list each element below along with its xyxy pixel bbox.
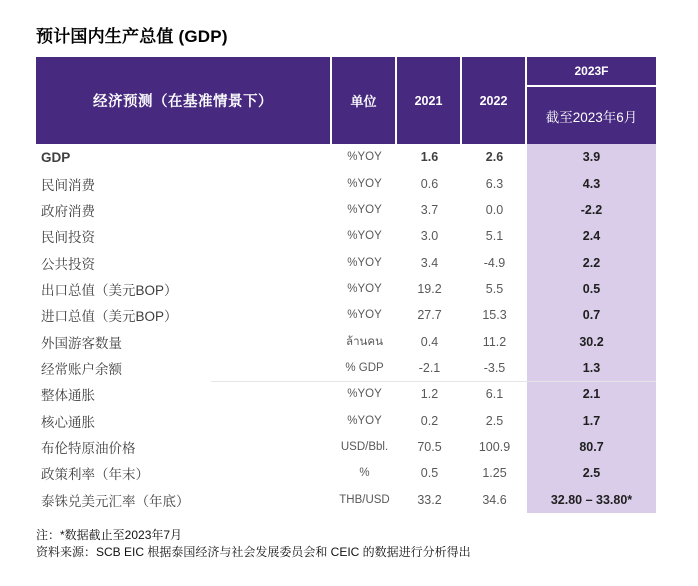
row-value-2022: 2.5 — [485, 413, 504, 428]
row-value-2021: 3.7 — [420, 202, 439, 217]
row-unit: % GDP — [345, 362, 384, 375]
page-title: 预计国内生产总值 (GDP) — [36, 27, 228, 46]
row-label: 经常账户余额 — [41, 362, 122, 378]
row-value-2023f: 0.7 — [527, 302, 656, 328]
header-cell-unit: 单位 — [332, 57, 397, 144]
footnote-source: 资料来源：SCB EIC 根据泰国经济与社会发展委员会和 CEIC 的数据进行分析得出 — [36, 544, 471, 559]
row-value-2021: 3.4 — [420, 255, 439, 270]
row-value-2021: 0.4 — [420, 334, 439, 349]
row-unit: %YOY — [347, 256, 382, 269]
table-row — [36, 249, 656, 275]
row-value-2021: 3.0 — [420, 229, 439, 244]
header-cell-2023f — [527, 57, 656, 144]
row-value-2023f: 32.80 – 33.80* — [527, 487, 656, 513]
table-row — [36, 408, 656, 434]
row-value-2021: 33.2 — [417, 492, 442, 507]
row-value-2023f: 2.4 — [527, 223, 656, 249]
table-header — [36, 57, 656, 144]
row-value-2022: 100.9 — [478, 440, 511, 455]
row-value-2022: -4.9 — [483, 255, 506, 270]
table-row — [36, 197, 656, 223]
row-value-2021: 27.7 — [417, 308, 442, 323]
row-unit: %YOY — [347, 282, 382, 295]
row-value-2022: 11.2 — [482, 334, 507, 349]
row-value-2022: 6.3 — [485, 176, 504, 191]
row-unit: %YOY — [347, 203, 382, 216]
row-value-2023f: 1.3 — [527, 355, 656, 381]
row-value-2021: 19.2 — [417, 281, 442, 296]
row-value-2023f: 30.2 — [527, 329, 656, 355]
row-label: 公共投资 — [41, 256, 95, 272]
footnote-data-cutoff: 注：*数据截止至2023年7月 — [36, 528, 183, 542]
header-cell-2022: 2022 — [462, 57, 527, 144]
row-value-2023f: 3.9 — [527, 144, 656, 170]
row-label: 进口总值（美元BOP） — [41, 309, 178, 325]
row-label: 布伦特原油价格 — [41, 441, 136, 457]
row-value-2023f: 2.1 — [527, 381, 656, 407]
row-label: 泰铢兑美元汇率（年底） — [41, 493, 190, 509]
row-value-2022: 15.3 — [482, 308, 507, 323]
row-unit: %YOY — [347, 388, 382, 401]
row-label: 民间投资 — [41, 230, 95, 246]
header-cell-2021: 2021 — [397, 57, 462, 144]
footnotes — [36, 527, 471, 561]
row-value-2023f: 80.7 — [527, 434, 656, 460]
table-row — [36, 223, 656, 249]
row-label: 政策利率（年末） — [41, 467, 149, 483]
row-value-2022: 34.6 — [482, 492, 507, 507]
row-value-2021: 70.5 — [417, 440, 442, 455]
row-unit: THB/USD — [339, 493, 390, 506]
row-value-2023f: -2.2 — [527, 197, 656, 223]
table-row — [36, 144, 656, 170]
header-cell-2023f-asof: 截至2023年6月 — [545, 109, 638, 125]
row-unit: %YOY — [347, 151, 382, 164]
row-value-2023f: 0.5 — [527, 276, 656, 302]
row-label: 出口总值（美元BOP） — [41, 282, 178, 298]
row-value-2023f: 2.2 — [527, 249, 656, 275]
row-value-2022: 5.5 — [485, 281, 504, 296]
table-row — [36, 355, 656, 381]
row-value-2021: 0.5 — [420, 466, 439, 481]
row-unit: ล้านคน — [346, 335, 383, 348]
row-value-2022: 0.0 — [485, 202, 504, 217]
table-row — [36, 487, 656, 513]
row-value-2022: -3.5 — [483, 361, 506, 376]
table-row — [36, 302, 656, 328]
row-unit: % — [359, 467, 370, 480]
table-row — [36, 170, 656, 196]
row-value-2021: -2.1 — [418, 361, 441, 376]
row-value-2021: 0.6 — [420, 176, 439, 191]
table-row — [36, 434, 656, 460]
table-row — [36, 329, 656, 355]
row-value-2022: 6.1 — [485, 387, 504, 402]
row-unit: USD/Bbl. — [340, 441, 389, 454]
table-body — [36, 144, 656, 513]
row-value-2022: 5.1 — [485, 229, 504, 244]
row-label: 外国游客数量 — [41, 335, 122, 351]
row-value-2022: 2.6 — [485, 150, 504, 165]
row-value-2021: 0.2 — [420, 413, 439, 428]
row-unit: %YOY — [347, 230, 382, 243]
row-label: GDP — [41, 149, 71, 165]
row-unit: %YOY — [347, 414, 382, 427]
row-value-2022: 1.25 — [482, 466, 507, 481]
row-label: 整体通胀 — [41, 388, 95, 404]
header-cell-forecast-label: 经济预测（在基准情景下） — [36, 57, 332, 144]
row-value-2021: 1.2 — [420, 387, 439, 402]
row-value-2023f: 1.7 — [527, 408, 656, 434]
row-unit: %YOY — [347, 177, 382, 190]
header-cell-2023f-year: 2023F — [527, 57, 656, 87]
row-label: 民间消费 — [41, 177, 95, 193]
row-value-2021: 1.6 — [420, 150, 439, 165]
table-row — [36, 460, 656, 486]
table-row — [36, 381, 656, 407]
row-value-2023f: 4.3 — [527, 170, 656, 196]
row-value-2023f: 2.5 — [527, 460, 656, 486]
row-label: 核心通胀 — [41, 414, 95, 430]
row-label: 政府消费 — [41, 203, 95, 219]
table-row — [36, 276, 656, 302]
forecast-table — [36, 57, 656, 513]
row-unit: %YOY — [347, 309, 382, 322]
